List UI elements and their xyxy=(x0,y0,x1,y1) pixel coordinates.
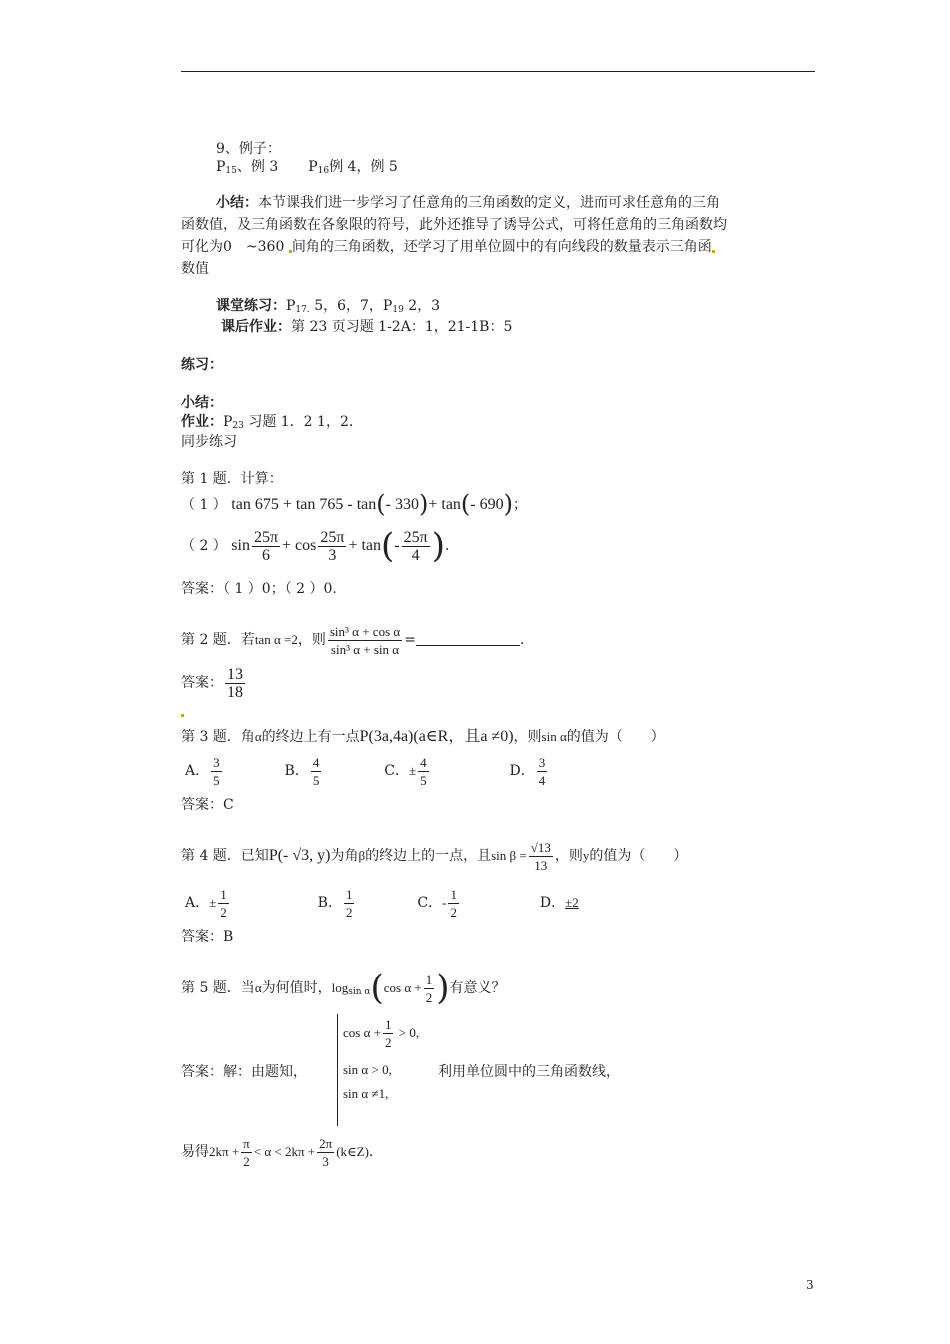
header-rule xyxy=(181,71,815,72)
q5-result: 易得2kπ + $\frac{\pi}{2}$ < α < 2kπ + $\frac{2\pi}{3}$ (k∈Z)． xyxy=(181,1135,383,1169)
q3-answer: 答案：C xyxy=(181,797,234,813)
q4-line: 第 4 题．已知P(- √3, y)为角β的终边上的一点，且sin β = $\frac{√13}{13}$ ，则y的值为（ ） xyxy=(181,839,688,873)
q3-options: A． $\frac{3}{5}$ B． $\frac{4}{5}$ C．± $\frac{4}{5}$ D． $\frac{3}{4}$ xyxy=(185,754,546,788)
summary2-label: 小结： xyxy=(181,395,223,411)
q1-answer: 答案：（ 1 ）0；（ 2 ）0． xyxy=(181,581,347,597)
homework-line: 课后作业：第 23 页习题 1-2A：1，21-1B：5 xyxy=(221,319,513,335)
q1-part1: （ 1 ） tan 675 + tan 765 - tan(- 330)+ tan(- 690)； xyxy=(181,490,527,518)
q5-answer-label: 答案：解：由题知， xyxy=(181,1064,307,1080)
q5-cond2: sin α > 0, xyxy=(343,1062,392,1077)
s9-refs: $P_{15}$、例 3 $P_{16}$例 4，例 5 xyxy=(216,159,398,176)
summary-line2: 函数值，及三角函数在各象限的符号，此外还推导了诱导公式，可将任意角的三角函数均 xyxy=(181,217,727,233)
summary-line3: 可化为0 ~360 间角的三角函数，还学习了用单位圆中的有向线段的数量表示三角函 xyxy=(181,238,715,256)
q4-answer: 答案：B xyxy=(181,929,234,945)
summary-line1: 小结：本节课我们进一步学习了任意角的三角函数的定义，进而可求任意角的三角 xyxy=(216,195,720,211)
practice-label: 练习： xyxy=(181,357,223,373)
q1-title: 第 1 题．计算： xyxy=(181,471,283,487)
summary-line4: 数值 xyxy=(181,261,209,277)
sync-label: 同步练习 xyxy=(181,434,237,450)
q2-answer: 答案： $\frac{13}{18}$ xyxy=(181,665,243,701)
assignment-line: 作业：$P_{23}$ 习题 1．2 1，2． xyxy=(181,414,363,431)
q5-line: 第 5 题．当α为何值时，$\log_{sin \alpha}(\cos$ α + $\frac{1}{2}$ )有意义？ xyxy=(181,968,506,1008)
q2-mark xyxy=(181,702,184,720)
classwork-line: 课堂练习：$P_{17.}$ 5，6，7，$P_{19}$ 2，3 xyxy=(216,298,441,315)
q2-line: 第 2 题．若tan α =2，则 $\frac{\text{sin³ α + cos α}}{\text{sin³ α + sin α}}$ = ． xyxy=(181,623,534,657)
q4-options: A．± $\frac{1}{2}$ B． $\frac{1}{2}$ C．- $\frac{1}{2}$ D．±2 xyxy=(185,886,579,920)
page-number: 3 xyxy=(806,1278,814,1292)
q3-line: 第 3 题．角α的终边上有一点P(3a,4a)(a∈R，且a ≠0)，则sin α的值为（ ） xyxy=(181,728,665,745)
q5-after: 利用单位圆中的三角函数线， xyxy=(438,1064,620,1080)
q5-cond3: sin α ≠1, xyxy=(343,1086,389,1101)
q1-part2: （ 2 ） sin $\frac{25\pi}{6}$ + cos $\frac{25\pi}{3}$ + tan(- $\frac{25\pi}{4}$ )． xyxy=(181,526,459,566)
s9-title: 9、例子： xyxy=(216,141,281,157)
q5-cond1: cos α + $\frac{1}{2}$ > 0, xyxy=(343,1016,420,1050)
